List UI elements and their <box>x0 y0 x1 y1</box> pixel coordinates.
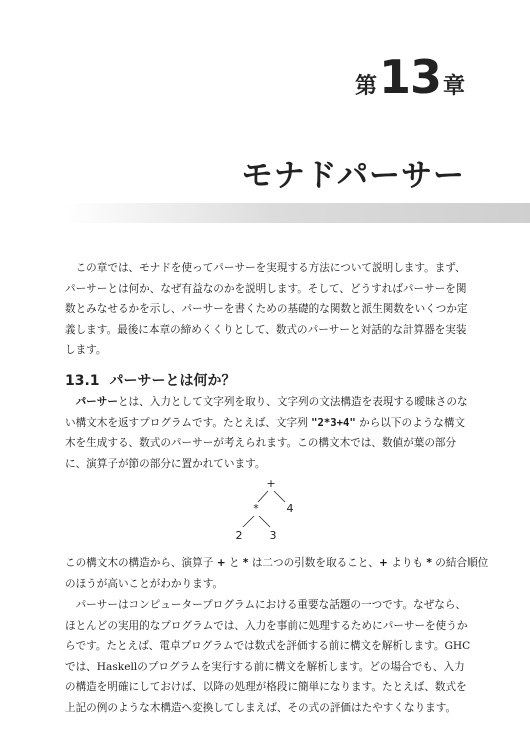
paragraph-line: 木を生成する、数式のパーサーが考えられます。この構文木では、数値が葉の部分 <box>65 437 457 450</box>
paragraph-line: に、演算子が節の部分に置かれています。 <box>65 457 266 470</box>
paragraph-text: よりも <box>387 557 427 569</box>
chapter-suffix: 章 <box>442 74 465 99</box>
tree-node-root: + <box>266 477 276 490</box>
paragraph-line: の構造を明確にしておけば、以降の処理が格段に簡単になります。たとえば、数式を <box>65 681 467 694</box>
paragraph-text: この構文木の構造から、演算子 <box>65 557 217 569</box>
intro-line: 数とみなせるかを示し、パーサーを書くための基礎的な関数と派生関数をいくつか定 <box>65 303 468 316</box>
operator-symbol: * <box>242 557 249 569</box>
section-heading <box>65 370 236 390</box>
paragraph-line: 上記の例のような木構造へ変換してしまえば、その式の評価はたやすくなります。 <box>65 701 457 714</box>
intro-paragraph <box>65 258 468 361</box>
operator-symbol: * <box>426 557 432 569</box>
paragraph-line: のほうが高いことがわかります。 <box>65 577 224 590</box>
paragraph-text: とは、入力として文字列を取り、文字列の文法構造を表現する曖昧さのな <box>117 396 468 408</box>
operator-symbol: + <box>378 557 388 569</box>
section-title: パーサーとは何か？ <box>109 373 236 389</box>
paragraph-text: は二つの引数を取ること、 <box>248 557 379 569</box>
syntax-tree-diagram <box>228 476 308 548</box>
chapter-prefix: 第 <box>354 74 377 99</box>
chapter-title: モナドパーサー <box>241 158 465 194</box>
tree-edge <box>274 491 285 502</box>
tree-node-right: 4 <box>286 502 294 515</box>
intro-line: パーサーとは何か、なぜ有益なのかを説明します。そして、どうすればパーサーを関 <box>65 282 467 295</box>
paragraph-line <box>65 413 465 434</box>
tree-node-leaf-left: 2 <box>235 529 243 542</box>
paragraph-text: い構文木を返すプログラムです。たとえば、文字列 <box>65 416 312 429</box>
paragraph-line <box>65 392 468 413</box>
operator-symbol: + <box>216 557 226 569</box>
chapter-number <box>355 50 465 104</box>
tree-edge <box>259 516 270 527</box>
defined-term: パーサー <box>75 396 118 408</box>
tree-node-leaf-right: 3 <box>269 529 277 542</box>
code-string: "2*3+4" <box>311 416 356 429</box>
chapter-digits: 13 <box>378 50 441 104</box>
importance-paragraph <box>65 595 471 719</box>
tree-edge <box>258 491 268 502</box>
parser-definition-paragraph <box>65 392 468 474</box>
paragraph-text: から以下のような構文 <box>355 416 466 429</box>
paragraph-text: と <box>225 557 243 569</box>
paragraph-line <box>65 553 489 574</box>
intro-line: します。 <box>65 344 107 357</box>
paragraph-line: パーサーはコンピュータープログラムにおける重要な話題の一つです。なぜなら、 <box>65 599 467 611</box>
tree-node-left: * <box>253 502 259 515</box>
paragraph-text: の結合順位 <box>431 557 489 569</box>
title-band <box>65 203 530 223</box>
paragraph-line: らです。たとえば、電卓プログラムでは数式を評価する前に構文を解析します。GHC <box>65 640 471 653</box>
tree-edge <box>243 516 254 527</box>
operator-paragraph <box>65 553 489 594</box>
paragraph-line: ほとんどの実用的なプログラムでは、入力を事前に処理するためにパーサーを使うか <box>65 619 468 632</box>
intro-line: この章では、モナドを使ってパーサーを実現する方法について説明します。まず、 <box>65 262 466 274</box>
paragraph-line: では、Haskellのプログラムを実行する前に構文を解析します。どの場合でも、入力 <box>65 660 465 673</box>
section-number: 13.1 <box>65 373 100 389</box>
intro-line: 義します。最後に本章の締めくくりとして、数式のパーサーと対話的な計算器を実装 <box>65 323 467 336</box>
